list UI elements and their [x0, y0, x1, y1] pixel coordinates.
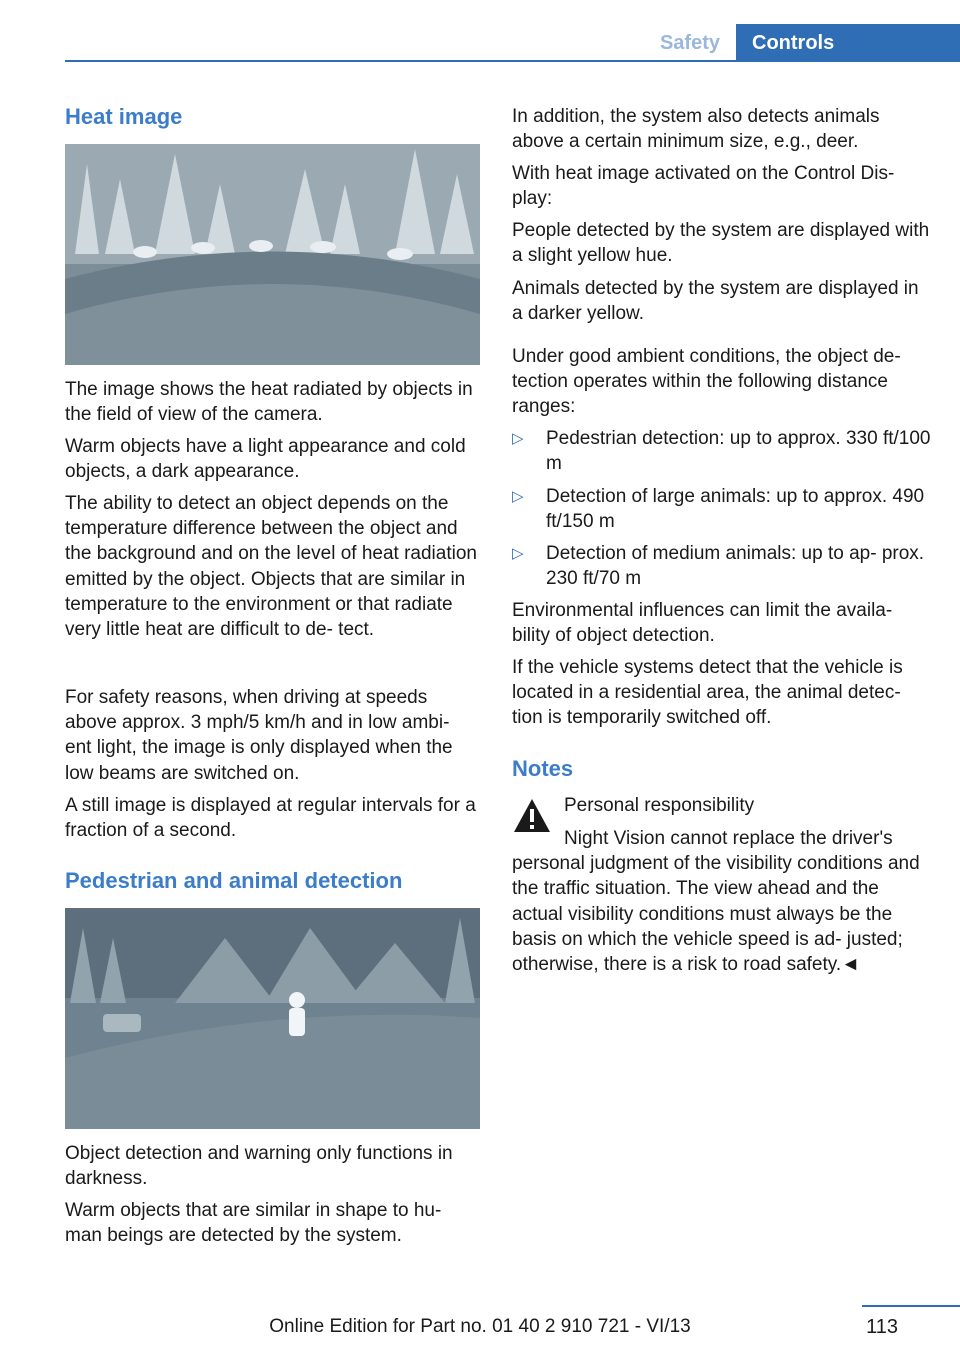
- note-body: Night Vision cannot replace the driver's personal judgment of the visibility conditions and the traffic situation. The view ahead and the actual visibility conditions must always be the basis on which the vehicle speed is ad- justed; otherwise, there is a risk to road safety.◄: [512, 828, 920, 976]
- tab-controls[interactable]: Controls: [736, 24, 960, 61]
- paragraph: People detected by the system are displayed with a slight yellow hue.: [512, 220, 930, 267]
- triangle-bullet-icon: ▷: [512, 430, 524, 447]
- paragraph: For safety reasons, when driving at speeds above approx. 3 mph/5 km/h and in low ambi- ent light, the image is only displayed when the low beams are switched on.: [65, 687, 453, 784]
- heading-heat-image: Heat image: [65, 104, 183, 129]
- paragraph: Warm objects have a light appearance and cold objects, a dark appearance.: [65, 436, 466, 483]
- list-item-text: Detection of large animals: up to approx. 490 ft/150 m: [546, 486, 925, 533]
- page-number: 113: [866, 1316, 898, 1338]
- paragraph: If the vehicle systems detect that the vehicle is located in a residential area, the animal detec- tion is temporarily switched off.: [512, 657, 903, 729]
- list-item: [512, 426, 932, 480]
- list-item-text: Detection of medium animals: up to ap- prox. 230 ft/70 m: [546, 543, 925, 590]
- heading-pedestrian-animal: Pedestrian and animal detection: [65, 868, 403, 893]
- paragraph: The ability to detect an object depends on the temperature difference between the object and the background and on the level of heat radiation emitted by the object. Objects that are similar in temperature to the environment or that radiate very little heat are difficult to de- tect.: [65, 493, 477, 641]
- edition-footer: Online Edition for Part no. 01 40 2 910 721 - VI/13: [269, 1316, 691, 1337]
- triangle-bullet-icon: ▷: [512, 545, 524, 562]
- pedestrian-detection-figure: [65, 908, 480, 1129]
- list-item-text: Pedestrian detection: up to approx. 330 ft/100 m: [546, 428, 931, 475]
- paragraph: Warm objects that are similar in shape to hu- man beings are detected by the system.: [65, 1200, 442, 1247]
- paragraph: With heat image activated on the Control Dis- play:: [512, 163, 895, 210]
- paragraph: Animals detected by the system are displayed in a darker yellow.: [512, 278, 919, 325]
- paragraph: Environmental influences can limit the availa- bility of object detection.: [512, 600, 893, 647]
- footer-rule: [862, 1305, 960, 1307]
- list-item: [512, 484, 932, 538]
- paragraph: A still image is displayed at regular intervals for a fraction of a second.: [65, 795, 476, 842]
- note-title: Personal responsibility: [564, 795, 755, 816]
- paragraph: Under good ambient conditions, the object de- tection operates within the following distance ranges:: [512, 346, 901, 418]
- paragraph: Object detection and warning only functions in darkness.: [65, 1143, 453, 1190]
- paragraph: The image shows the heat radiated by objects in the field of view of the camera.: [65, 379, 473, 426]
- list-item: [512, 541, 932, 595]
- triangle-bullet-icon: ▷: [512, 488, 524, 505]
- paragraph: In addition, the system also detects animals above a certain minimum size, e.g., deer.: [512, 106, 880, 153]
- tab-safety[interactable]: Safety: [659, 32, 720, 54]
- heading-notes: Notes: [512, 756, 574, 781]
- heat-image-figure: [65, 144, 480, 365]
